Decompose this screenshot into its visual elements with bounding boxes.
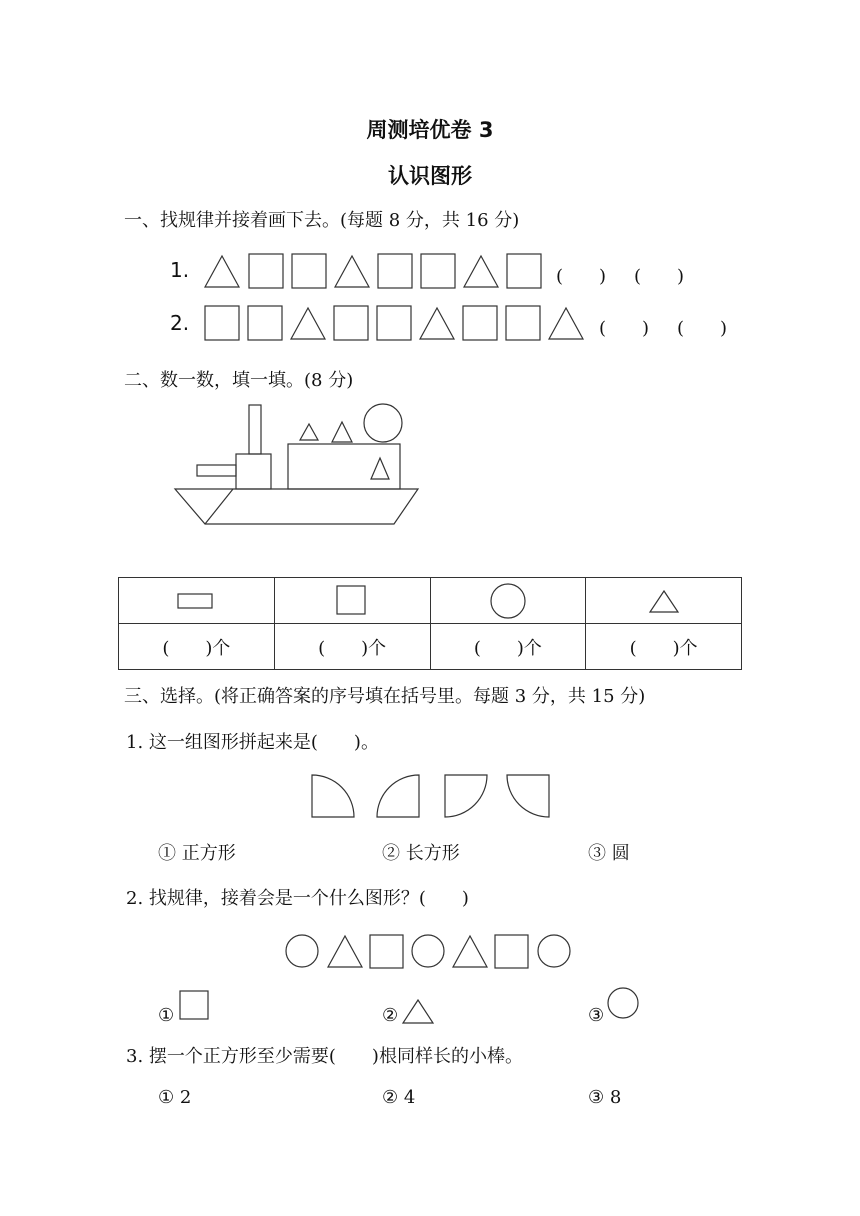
square-shape (248, 306, 282, 340)
table-cell-square (274, 578, 430, 624)
q1-option-3[interactable]: ③ 圆 (588, 843, 630, 864)
table-cell-triangle (586, 578, 742, 624)
table-cell-rectangle (119, 578, 275, 624)
section3-heading: 三、选择。(将正确答案的序号填在括号里。每题 3 分，共 15 分) (124, 686, 646, 707)
table-cell-circle (430, 578, 586, 624)
row2-blank-1[interactable]: ( ) (599, 318, 650, 339)
q1-option-1[interactable]: ① 正方形 (158, 843, 236, 864)
page-title: 周测培优卷 3 (366, 118, 494, 142)
square-shape (292, 254, 326, 288)
triangle-shape (328, 936, 362, 967)
triangle-shape (420, 308, 454, 339)
square-icon (337, 586, 365, 614)
q3-option-2[interactable]: ② 4 (382, 1087, 416, 1108)
square-shape (377, 306, 411, 340)
q1-pieces (312, 775, 549, 817)
square-shape (463, 306, 497, 340)
page-subtitle: 认识图形 (388, 164, 472, 188)
answer-cell[interactable]: ( )个 (274, 624, 430, 670)
square-shape (249, 254, 283, 288)
square-shape (334, 306, 368, 340)
row2-shapes (205, 306, 583, 340)
rectangle-icon (178, 594, 212, 608)
option-circle-icon (608, 988, 638, 1018)
answer-cell[interactable]: ( )个 (586, 624, 742, 670)
triangle-shape (291, 308, 325, 339)
triangle-icon (650, 591, 678, 612)
triangle-shape (549, 308, 583, 339)
q1-option-2[interactable]: ② 长方形 (382, 843, 460, 864)
square-shape (495, 935, 528, 968)
question-2: 2. 找规律，接着会是一个什么图形？( ) (126, 888, 469, 909)
option-square-icon (180, 991, 208, 1019)
row1-shapes (205, 254, 541, 288)
triangle-shape (453, 936, 487, 967)
triangle-shape (205, 256, 239, 287)
count-table (118, 577, 742, 670)
square-shape (370, 935, 403, 968)
triangle-shape (464, 256, 498, 287)
q3-option-3[interactable]: ③ 8 (588, 1087, 622, 1108)
ship-figure (175, 404, 418, 524)
option-triangle-icon (403, 1000, 433, 1023)
row1-blank-2[interactable]: ( ) (634, 266, 685, 287)
q2-option-1[interactable]: ① (158, 1005, 175, 1026)
circle-shape (538, 935, 570, 967)
square-shape (421, 254, 455, 288)
q2-option-3[interactable]: ③ (588, 1005, 605, 1026)
section1-heading: 一、找规律并接着画下去。(每题 8 分，共 16 分) (124, 210, 520, 231)
square-shape (378, 254, 412, 288)
question-1: 1. 这一组图形拼起来是( )。 (126, 732, 379, 753)
section2-heading: 二、数一数，填一填。(8 分) (124, 370, 354, 391)
circle-icon (491, 584, 525, 618)
q2-sequence (286, 935, 570, 968)
square-shape (506, 306, 540, 340)
q2-option-2[interactable]: ② (382, 1005, 399, 1026)
circle-shape (286, 935, 318, 967)
row1-blank-1[interactable]: ( ) (556, 266, 607, 287)
answer-cell[interactable]: ( )个 (430, 624, 586, 670)
row1-number: 1. (170, 258, 190, 282)
question-3: 3. 摆一个正方形至少需要( )根同样长的小棒。 (126, 1046, 523, 1067)
triangle-shape (335, 256, 369, 287)
q3-option-1[interactable]: ① 2 (158, 1087, 192, 1108)
answer-cell[interactable]: ( )个 (119, 624, 275, 670)
square-shape (205, 306, 239, 340)
row2-number: 2. (170, 311, 190, 335)
circle-shape (412, 935, 444, 967)
square-shape (507, 254, 541, 288)
row2-blank-2[interactable]: ( ) (677, 318, 728, 339)
